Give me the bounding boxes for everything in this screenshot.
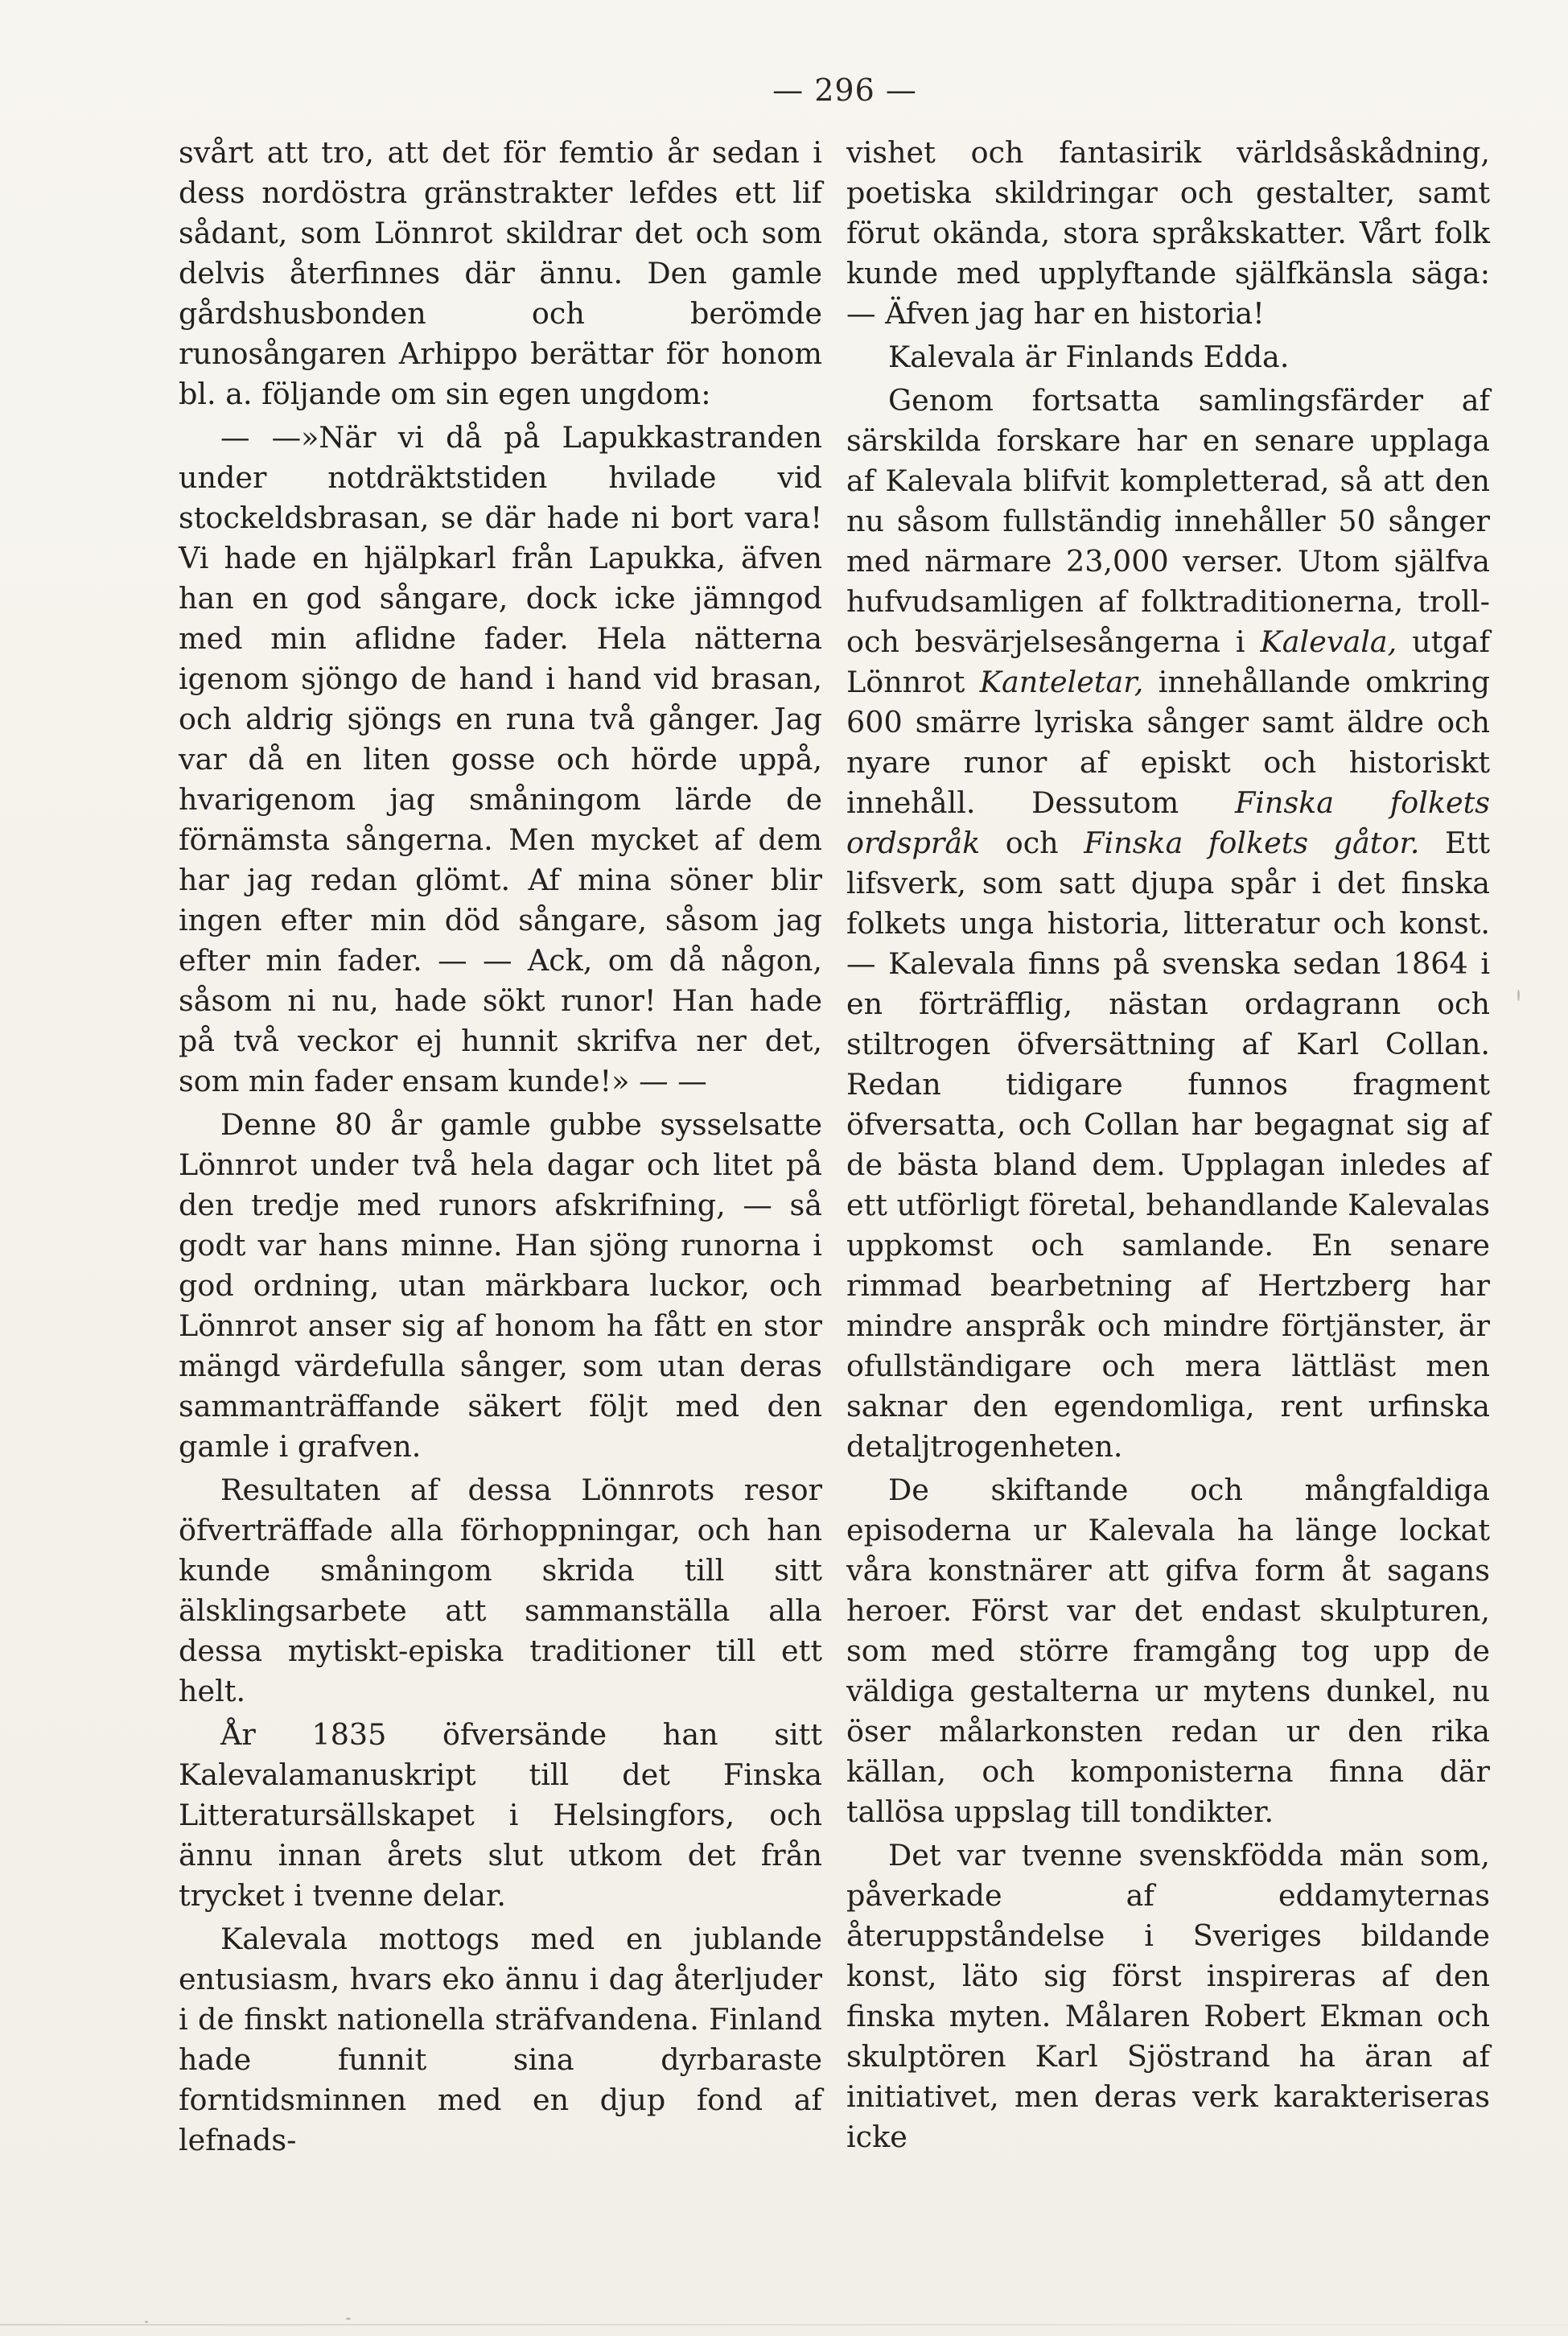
paragraph-text: Kalevala mottogs med en jublande entusiasm, hvars eko ännu i dag återljuder i de finskt nationella sträfvandena. Finland hade funnit sina dyrbaraste forntidsminnen med en djup fond af lefnads- [179,1922,822,2157]
paper-speck [1517,990,1520,1001]
paragraph-text: Det var tvenne svenskfödda män som, påverkade af eddamyternas återuppståndelse i Sveriges bildande konst, läto sig först inspireras af den finska myten. Målaren Robert Ekman och skulptören Karl Sjöstrand ha äran af initiativet, men deras verk karakteriseras icke [846,1838,1490,2154]
paragraph-text: och [980,826,1084,860]
paragraph-text: Kalevala är Finlands Edda. [888,340,1290,374]
paragraph [846,1835,1490,2157]
paragraph-text: De skiftande och mångfaldiga episoderna ur Kalevala ha länge lockat våra konstnärer att gifva form åt sagans heroer. Först var det endast skulpturen, som med större framgång tog upp de väldiga gestalterna ur mytens dunkel, nu öser målarkonsten redan ur den rika källan, och komponisterna finna där tallösa uppslag till tondikter. [846,1473,1490,1829]
paragraph [846,337,1490,377]
book-title-gator: Finska folkets gåtor. [1084,826,1420,860]
paragraph-text: År 1835 öfversände han sitt Kalevalamanuskript till det Finska Litteratursällskapet i Helsingfors, och ännu innan årets slut utkom det från trycket i tvenne delar. [179,1717,822,1913]
paragraph [179,1470,822,1712]
paragraph-text: svårt att tro, att det för femtio år sedan i dess nordöstra gränstrakter lefdes ett lif sådant, som Lönnrot skildrar det och som delvis återfinnes där ännu. Den gamle gårdshusbonden och berömde runosångaren Arhippo berättar för honom bl. a. följande om sin egen ungdom: [179,135,822,411]
book-title-ordsprak: Finska folkets ordspråk [846,785,1490,860]
page-edge-shadow [0,2324,1568,2326]
paragraph [179,133,822,414]
paragraph [846,133,1490,334]
book-title-kalevala: Kalevala, [1260,624,1397,659]
paragraph [846,381,1490,1467]
paragraph-text: vishet och fantasirik världsåskådning, poetiska skildringar och gestalter, samt förut okända, stora språkskatter. Vårt folk kunde med upplyftande själfkänsla säga: — Äfven jag har en historia! [846,135,1490,331]
paragraph-text: innehållande omkring 600 smärre lyriska sånger samt äldre och nyare runor af episkt och historiskt innehåll. Dessutom [846,665,1490,820]
paragraph [179,1919,822,2161]
book-title-kanteletar: Kanteletar, [979,665,1144,699]
paragraph-text: utgaf Lönnrot [846,624,1490,699]
paragraph [179,1715,822,1916]
paragraph [179,418,822,1102]
page-number: — 296 — [772,72,917,108]
paragraph [846,1470,1490,1832]
right-column [846,133,1490,2161]
paragraph-text: Resultaten af dessa Lönnrots resor öfverträffade alla förhoppningar, och han kunde småningom skrida till sitt älsklingsarbete att sammanställa alla dessa mytiskt-episka traditioner till ett helt. [179,1473,822,1708]
paragraph-text: — —»När vi då på Lapukkastranden under notdräktstiden hvilade vid stockeldsbrasan, se där hade ni bort vara! Vi hade en hjälpkarl från Lapukka, äfven han en god sångare, dock icke jämngod med min aflidne fader. Hela nätterna igenom sjöngo de hand i hand vid brasan, och aldrig sjöngs en runa två gånger. Jag var då en liten gosse och hörde uppå, hvarigenom jag småningom lärde de förnämsta sångerna. Men mycket af dem har jag redan glömt. Af mina söner blir ingen efter min död sångare, såsom jag efter min fader. — — Ack, om då någon, såsom ni nu, hade sökt runor! Han hade på två veckor ej hunnit skrifva ner det, som min fader ensam kunde!» — — [179,420,822,1098]
paper-speck [145,2321,148,2323]
paragraph [179,1105,822,1467]
paragraph-text: Genom fortsatta samlingsfärder af särskilda forskare har en senare upplaga af Kalevala blifvit kompletterad, så att den nu såsom fullständig innehåller 50 sånger med närmare 23,000 verser. Utom själfva hufvudsamligen af folktraditionerna, troll- och besvärjelsesångerna i [846,383,1490,659]
paragraph-text: Denne 80 år gamle gubbe sysselsatte Lönnrot under två hela dagar och litet på den tredje med runors afskrifning, — så godt var hans minne. Han sjöng runorna i god ordning, utan märkbara luckor, och Lönnrot anser sig af honom ha fått en stor mängd värdefulla sånger, som utan deras sammanträffande säkert följt med den gamle i grafven. [179,1107,822,1464]
left-column [179,133,822,2164]
paper-speck [346,2317,351,2320]
paragraph-text: Ett lifsverk, som satt djupa spår i det finska folkets unga historia, litteratur och konst. — Kalevala finns på svenska sedan 1864 i en förträfflig, nästan ordagrann och stiltrogen öfversättning af Karl Collan. Redan tidigare funnos fragment öfversatta, och Collan har begagnat sig af de bästa bland dem. Upplagan inledes af ett utförligt företal, behandlande Kalevalas uppkomst och samlande. En senare rimmad bearbetning af Hertzberg har mindre anspråk och mindre förtjänster, är ofullständigare och mera lättläst men saknar den egendomliga, rent urfinska detaljtrogenheten. [846,826,1490,1464]
